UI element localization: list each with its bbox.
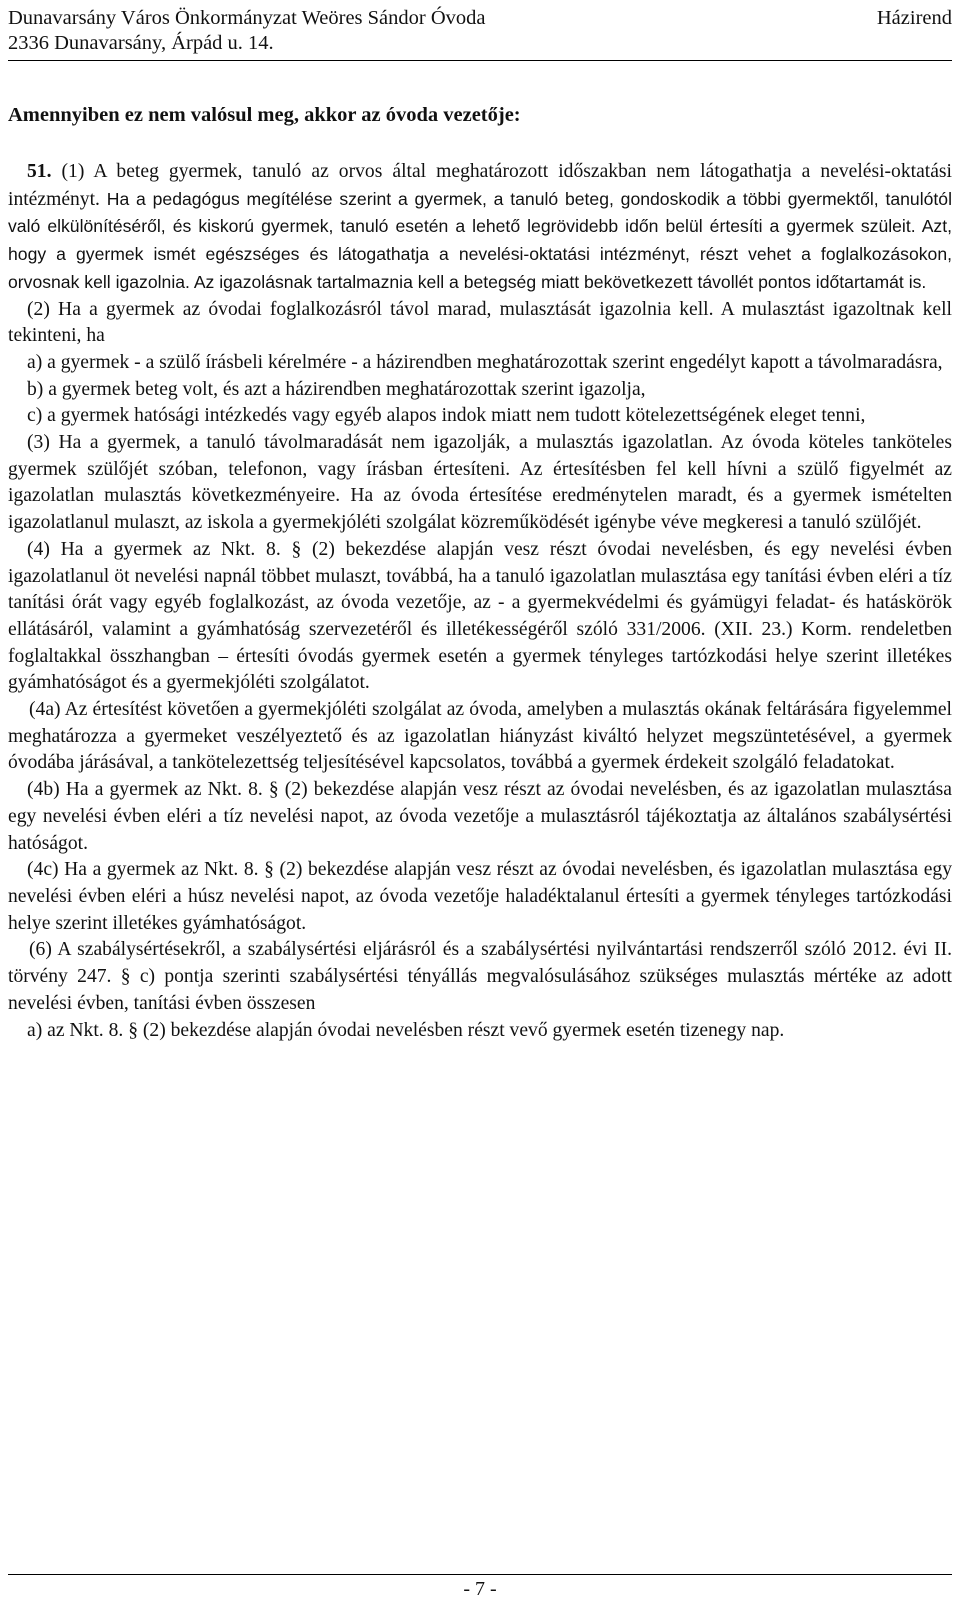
paragraph-2a: a) a gyermek - a szülő írásbeli kérelmére - a házirendben meghatározottak szerint engedélyt kapott a távolmaradásra, bbox=[27, 351, 943, 373]
paragraph-6a: a) az Nkt. 8. § (2) bekezdése alapján óvodai nevelésben részt vevő gyermek esetén tizenegy nap. bbox=[27, 1019, 785, 1041]
section-heading: Amennyiben ez nem valósul meg, akkor az óvoda vezetője: bbox=[8, 104, 521, 126]
document-type: Házirend bbox=[876, 7, 952, 29]
paragraph-51-part3: Azt, hogy a gyermek ismét egészséges és látogathatja a nevelési-oktatási intézményt, részt vehet a foglalkozásokon, orvosnak kell igazolnia. Az igazolásnak tartalmaznia kell a betegség miatt bekövetkezett távollét pontos időtartamát is. bbox=[8, 216, 952, 292]
paragraph-4b: (4b) Ha a gyermek az Nkt. 8. § (2) bekezdése alapján vesz részt az óvodai nevelésben, és az igazolatlan mulasztása egy nevelési évben eléri a tíz nevelési napot, az óvoda vezetője a mulasztásról tájékoztatja az általános szabálysértési hatóságot. bbox=[8, 779, 952, 854]
paragraph-6: (6) A szabálysértésekről, a szabálysértési eljárásról és a szabálysértési nyilvántartási rendszerről szóló 2012. évi II. törvény 247. § c) pontja szerinti szabálysértési tényállás megvalósulásához szükséges mulasztás mértéke az adott nevelési évben, tanítási évben összesen bbox=[8, 939, 952, 1014]
institution-name: Dunavarsány Város Önkormányzat Weöres Sándor Óvoda bbox=[8, 7, 486, 29]
footer-divider bbox=[8, 1574, 952, 1575]
paragraph-number: 51. bbox=[27, 161, 62, 182]
page-number: - 7 - bbox=[463, 1578, 497, 1600]
document-body bbox=[8, 159, 952, 1044]
paragraph-4: (4) Ha a gyermek az Nkt. 8. § (2) bekezdése alapján vesz részt óvodai nevelésben, és egy nevelési évben igazolatlanul öt nevelési napnál többet mulaszt, továbbá, ha a tanuló igazolatlan mulasztása egy tanítási évben eléri a tíz tanítási órát vagy egyéb foglalkozást, az óvoda vezetője, az - a gyermekvédelmi és gyámügyi feladat- és hatáskörök ellátásáról, valamint a gyámhatóság szervezetéről és illetékességéről szóló 331/2006. (XII. 23.) Korm. rendeletben foglaltakkal összhangban – értesíti óvodás gyermek esetén a gyermek tényleges tartózkodási helye szerint illetékes gyámhatóságot és a gyermekjóléti szolgálatot. bbox=[8, 538, 952, 694]
paragraph-2c: c) a gyermek hatósági intézkedés vagy egyéb alapos indok miatt nem tudott kötelezettségének eleget tenni, bbox=[27, 405, 866, 427]
paragraph-2b: b) a gyermek beteg volt, és azt a házirendben meghatározottak szerint igazolja, bbox=[27, 378, 646, 400]
header-left bbox=[8, 6, 486, 56]
paragraph-51-part2: Ha a pedagógus megítélése szerint a gyermek, a tanuló beteg, gondoskodik a többi gyermektől, tanulótól való elkülönítéséről, és kiskorú gyermek, tanuló esetén a lehető legrövidebb időn belül értesíti a gyermek szüleit. bbox=[8, 188, 952, 237]
paragraph-4c: (4c) Ha a gyermek az Nkt. 8. § (2) bekezdése alapján vesz részt az óvodai nevelésben, és igazolatlan mulasztása egy nevelési évben eléri a húsz nevelési napot, az óvoda vezetője haladéktalanul értesíti a gyermek tényleges tartózkodási helye szerint illetékes gyámhatóságot. bbox=[8, 859, 952, 934]
paragraph-51 bbox=[8, 159, 952, 297]
page-header bbox=[8, 6, 952, 61]
institution-address: 2336 Dunavarsány, Árpád u. 14. bbox=[8, 32, 274, 54]
paragraph-4a: (4a) Az értesítést követően a gyermekjóléti szolgálat az óvoda, amelyben a mulasztás okának feltárására figyelemmel meghatározza a gyermeket veszélyeztető és az igazolatlan hiányzást kiváltó helyzet megszüntetésével, a gyermek óvodába járásával, a tankötelezettség teljesítésével kapcsolatos, továbbá a gyermek érdekeit szolgáló feladatokat. bbox=[8, 699, 952, 774]
paragraph-2: (2) Ha a gyermek az óvodai foglalkozásról távol marad, mulasztását igazolnia kell. A mulasztást igazoltnak kell tekinteni, ha bbox=[8, 298, 952, 347]
paragraph-51-part1: (1) A beteg gyermek, tanuló az orvos által meghatározott időszakban nem látogathatja a nevelési-oktatási intézményt. bbox=[8, 161, 953, 210]
paragraph-3: (3) Ha a gyermek, a tanuló távolmaradását nem igazolják, a mulasztás igazolatlan. Az óvoda köteles tanköteles gyermek szülőjét szóban, telefonon, vagy írásban értesíteni. Az értesítésben fel kell hívni a szülő figyelmét az igazolatlan mulasztás következményeire. Ha az óvoda értesítése eredménytelen maradt, és a gyermek ismételten igazolatlanul mulaszt, az iskola a gyermekjóléti szolgálat közreműködését igénybe véve megkeresi a tanuló szülőjét. bbox=[8, 432, 952, 534]
